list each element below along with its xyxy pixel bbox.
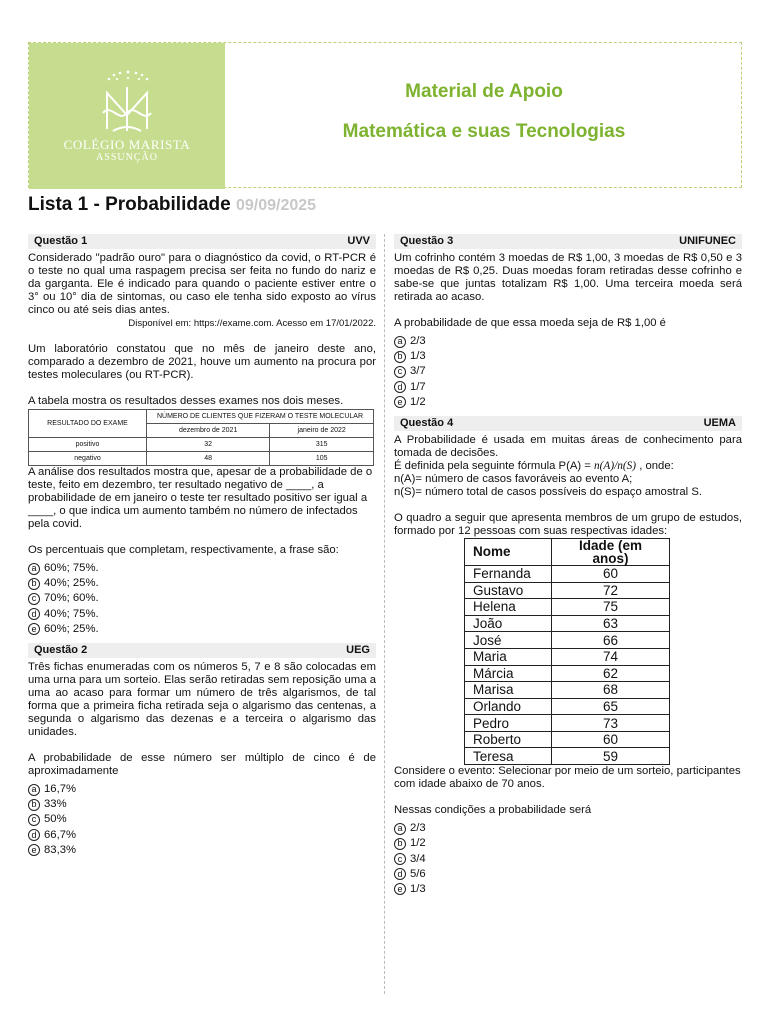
- option-letter: a: [394, 823, 406, 835]
- table-cell: 75: [552, 599, 670, 616]
- table-header: dezembro de 2021: [147, 424, 270, 438]
- option-d[interactable]: [28, 828, 376, 843]
- table-row: [465, 582, 670, 599]
- ages-table: [464, 538, 670, 765]
- option-c[interactable]: [28, 812, 376, 827]
- page-title: [28, 194, 316, 216]
- option-d[interactable]: [394, 380, 742, 395]
- question-2-text: Três fichas enumeradas com os números 5, 7 e 8 são colocadas em uma urna para um sorteio. Elas serão retiradas sem reposição uma a uma ao acaso para formar um número de três algarismos, de tal forma que a primeira ficha retirada seja o algarismo das centenas, a segunda o algarismo das dezenas e a terceira o algarismo das unidades.: [28, 660, 376, 738]
- question-2-header: [28, 643, 376, 658]
- school-logo: [29, 43, 225, 189]
- table-row: [29, 438, 374, 452]
- table-cell: Orlando: [465, 698, 552, 715]
- table-header: RESULTADO DO EXAME: [29, 410, 147, 438]
- question-4-header: [394, 416, 742, 431]
- option-text: 33%: [44, 798, 67, 811]
- table-cell: positivo: [29, 438, 147, 452]
- table-row: [465, 632, 670, 649]
- question-label: Questão 1: [34, 235, 88, 247]
- option-letter: e: [28, 623, 40, 635]
- table-cell: 62: [552, 665, 670, 682]
- option-text: 1/2: [410, 837, 426, 850]
- option-letter: b: [394, 838, 406, 850]
- list-date: 09/09/2025: [236, 197, 317, 214]
- option-e[interactable]: [28, 622, 376, 637]
- formula-math: n(A)/n(S): [594, 459, 637, 472]
- table-cell: Teresa: [465, 748, 552, 765]
- table-row: [465, 665, 670, 682]
- crown-icon: [103, 69, 153, 83]
- option-text: 16,7%: [44, 783, 77, 796]
- question-label: Questão 2: [34, 643, 88, 656]
- table-row: [29, 452, 374, 466]
- option-b[interactable]: [28, 576, 376, 591]
- question-label: Questão 4: [400, 416, 454, 429]
- option-text: 1/3: [410, 882, 426, 895]
- question-1-options: [28, 561, 376, 637]
- question-1-citation: Disponível em: https://exame.com. Acesso em 17/01/2022.: [128, 318, 376, 329]
- table-cell: Gustavo: [465, 582, 552, 599]
- table-cell: 66: [552, 632, 670, 649]
- question-3-options: [394, 334, 742, 410]
- table-row: [465, 715, 670, 732]
- option-letter: d: [394, 381, 406, 393]
- question-4-text: A Probabilidade é usada em muitas áreas de conhecimento para tomada de decisões.: [394, 433, 742, 459]
- question-source: UEMA: [703, 416, 736, 429]
- question-4-options: [394, 821, 742, 897]
- option-text: 40%; 75%.: [44, 607, 99, 620]
- option-e[interactable]: [394, 395, 742, 410]
- option-letter: c: [28, 814, 40, 826]
- option-text: 1/3: [410, 350, 426, 363]
- option-a[interactable]: [394, 334, 742, 349]
- table-cell: João: [465, 615, 552, 632]
- table-row: [465, 698, 670, 715]
- option-letter: c: [28, 593, 40, 605]
- option-text: 83,3%: [44, 843, 77, 856]
- question-1-text-3: A tabela mostra os resultados desses exames nos dois meses.: [28, 395, 344, 407]
- list-title: Lista 1 - Probabilidade: [28, 194, 231, 215]
- option-text: 60%; 75%.: [44, 562, 99, 575]
- table-cell: Fernanda: [465, 565, 552, 582]
- option-a[interactable]: [394, 821, 742, 836]
- option-letter: a: [28, 563, 40, 575]
- table-cell: 74: [552, 648, 670, 665]
- table-row: [465, 565, 670, 582]
- table-cell: negativo: [29, 452, 147, 466]
- table-cell: 48: [147, 452, 270, 466]
- definition-ns: n(S)= número total de casos possíveis do espaço amostral S.: [394, 485, 702, 498]
- question-4-prompt: Nessas condições a probabilidade será: [394, 804, 592, 817]
- option-text: 50%: [44, 813, 67, 826]
- question-2-prompt: A probabilidade de esse número ser múltiplo de cinco é de aproximadamente: [28, 751, 376, 777]
- table-cell: Pedro: [465, 715, 552, 732]
- table-cell: 72: [552, 582, 670, 599]
- option-b[interactable]: [28, 797, 376, 812]
- table-cell: 73: [552, 715, 670, 732]
- school-subtitle: ASSUNÇÃO: [96, 152, 158, 163]
- option-a[interactable]: [28, 561, 376, 576]
- exam-results-table: [28, 409, 374, 466]
- table-cell: 65: [552, 698, 670, 715]
- option-letter: a: [28, 784, 40, 796]
- table-row: [465, 599, 670, 616]
- option-letter: b: [394, 351, 406, 363]
- option-a[interactable]: [28, 782, 376, 797]
- subject-title: Matemática e suas Tecnologias: [342, 121, 626, 142]
- option-d[interactable]: [394, 867, 742, 882]
- question-3-header: [394, 234, 742, 249]
- question-1-text: Considerado "padrão ouro" para o diagnóstico da covid, o RT-PCR é o teste no qual uma raspagem precisa ser feita no fundo do nariz e da garganta. Ele é indicado para quando o paciente estiver entre o 3° ou 10° dia de sintomas, ou caso ele tenha sido exposto ao vírus cinco ou até seis dias antes.: [28, 252, 376, 316]
- option-text: 3/7: [410, 365, 426, 378]
- question-4-text-2: O quadro a seguir que apresenta membros de um grupo de estudos, formado por 12 pessoas com suas respectivas idades:: [394, 511, 742, 537]
- column-divider: [384, 234, 385, 994]
- left-column: [28, 234, 376, 858]
- option-e[interactable]: [394, 882, 742, 897]
- option-c[interactable]: [394, 851, 742, 866]
- option-text: 60%; 25%.: [44, 622, 99, 635]
- option-letter: d: [394, 868, 406, 880]
- option-letter: e: [394, 396, 406, 408]
- school-name: COLÉGIO MARISTA: [63, 137, 191, 152]
- question-source: UEG: [346, 643, 370, 656]
- option-e[interactable]: [28, 843, 376, 858]
- option-letter: a: [394, 336, 406, 348]
- right-column: [394, 234, 742, 897]
- option-c[interactable]: [28, 591, 376, 606]
- table-row: [465, 731, 670, 748]
- option-text: 1/2: [410, 395, 426, 408]
- option-text: 2/3: [410, 822, 426, 835]
- definition-na: n(A)= número de casos favoráveis ao evento A;: [394, 472, 633, 485]
- question-3-prompt: A probabilidade de que essa moeda seja de R$ 1,00 é: [394, 317, 666, 329]
- material-title: Material de Apoio: [405, 81, 563, 102]
- table-cell: Maria: [465, 648, 552, 665]
- option-letter: b: [28, 799, 40, 811]
- question-3-text: Um cofrinho contém 3 moedas de R$ 1,00, 3 moedas de R$ 0,50 e 3 moedas de R$ 0,25. Duas moedas foram retiradas desse cofrinho e sabe-se que juntas totalizam R$ 1,00. Uma terceira moeda será retirada ao acaso.: [394, 252, 742, 303]
- question-1-header: [28, 234, 376, 249]
- formula-suffix: , onde:: [636, 459, 674, 472]
- table-cell: Helena: [465, 599, 552, 616]
- question-2-options: [28, 782, 376, 858]
- option-letter: b: [28, 578, 40, 590]
- formula-prefix: É definida pela seguinte fórmula P(A) =: [394, 459, 595, 472]
- option-b[interactable]: [394, 836, 742, 851]
- option-letter: e: [394, 883, 406, 895]
- question-source: UNIFUNEC: [679, 235, 736, 247]
- table-cell: 32: [147, 438, 270, 452]
- table-cell: 315: [270, 438, 374, 452]
- table-cell: Marisa: [465, 682, 552, 699]
- option-text: 1/7: [410, 380, 426, 393]
- table-cell: 59: [552, 748, 670, 765]
- option-c[interactable]: [394, 364, 742, 379]
- option-text: 66,7%: [44, 828, 77, 841]
- question-4-formula: [394, 460, 742, 473]
- question-1-prompt: Os percentuais que completam, respectivamente, a frase são:: [28, 544, 339, 556]
- table-row: [465, 748, 670, 765]
- table-cell: 63: [552, 615, 670, 632]
- question-label: Questão 3: [400, 235, 454, 247]
- table-header: Idade (em anos): [552, 538, 670, 565]
- option-letter: c: [394, 853, 406, 865]
- option-b[interactable]: [394, 349, 742, 364]
- option-letter: d: [28, 608, 40, 620]
- table-cell: Márcia: [465, 665, 552, 682]
- question-1-text-4: A análise dos resultados mostra que, apesar de a probabilidade de o teste, feito em dezembro, ter resultado negativo de ____, a probabilidade de em janeiro o teste ter resultado positivo ser igual a ____, o que indica um aumento também no número de infectados pela covid.: [28, 466, 373, 530]
- option-text: 3/4: [410, 852, 426, 865]
- option-text: 5/6: [410, 867, 426, 880]
- table-cell: 105: [270, 452, 374, 466]
- option-letter: d: [28, 829, 40, 841]
- table-row: [465, 682, 670, 699]
- question-1-text-2: Um laboratório constatou que no mês de janeiro deste ano, comparado a dezembro de 2021, houve um aumento na procura por testes moleculares (ou RT-PCR).: [28, 343, 376, 381]
- table-row: [465, 615, 670, 632]
- option-letter: c: [394, 366, 406, 378]
- option-text: 2/3: [410, 335, 426, 348]
- question-source: UVV: [347, 235, 370, 247]
- document-header: [28, 42, 742, 188]
- table-cell: 60: [552, 565, 670, 582]
- table-cell: 68: [552, 682, 670, 699]
- table-cell: José: [465, 632, 552, 649]
- table-header: Nome: [465, 538, 552, 565]
- option-d[interactable]: [28, 607, 376, 622]
- monogram-icon: [99, 83, 155, 135]
- option-text: 70%; 60%.: [44, 592, 99, 605]
- table-row: [465, 648, 670, 665]
- table-cell: 60: [552, 731, 670, 748]
- option-letter: e: [28, 844, 40, 856]
- question-4-text-3: Considere o evento: Selecionar por meio de um sorteio, participantes com idade abaixo de 70 anos.: [394, 765, 741, 791]
- table-header: NÚMERO DE CLIENTES QUE FIZERAM O TESTE MOLECULAR: [147, 410, 374, 424]
- option-text: 40%; 25%.: [44, 577, 99, 590]
- table-cell: Roberto: [465, 731, 552, 748]
- table-header: janeiro de 2022: [270, 424, 374, 438]
